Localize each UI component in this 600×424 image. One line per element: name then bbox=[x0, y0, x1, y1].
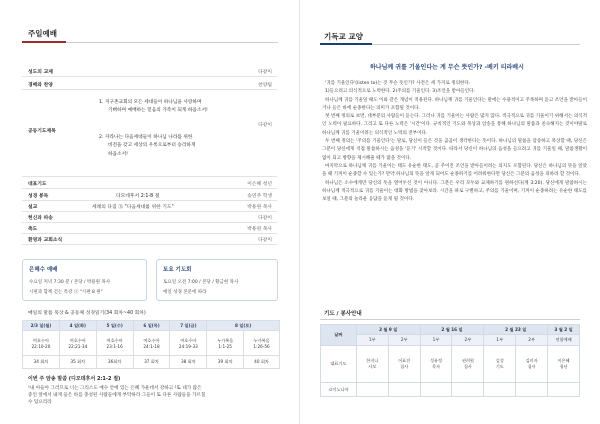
education-title-rule bbox=[372, 44, 580, 45]
essay-title: 하나님께 귀를 기울인다는 게 무슨 뜻인가? -베키 티라베시 bbox=[370, 64, 524, 71]
essay-body: '귀를 기울인다'(listen to)는 것 무슨 뜻인가? 사전은 세 가지로 정의한다. 1)들으려고 의식적으로 노력한다. 2)주의를 기울인다. 3)조언을 받아들인다. 하나님께 귀를 기울일 때도 이와 같은 개념이 적용된다. 하나님께 귀를 기울인다는 말에는 수용적이고 주목하며 듣고 조언을 받아들이거나 들은 바에 순종한다는 의미가 포함될 것이다. 첫 번째 정의로 보면, 대부분의 사람들이 듣는다. 그러나 귀를 기울이는 사람은 많지 않다. 적극적으로 귀를 기울이기 위해서는 의식적인 노력이 필요하다. 그리고 또 다른 노력은 '시간'이다. 규칙적인 기도와 묵상과 암송을 통해 하나님의 말씀과 친숙해지는 것이야말로 하나님께 귀를 기울이려는 의식적인 노력의 전부이다. 두 번째 정의는 '주의를 기울인다'는 말로, 당신이 들은 것을 곰곰이 생각한다는 뜻이다. 하나님의 말씀을 암송하고 묵상할 때, 당신은 그분이 당신에게 직접 말씀하시는 음성을 '듣기' 시작할 것이다. 따라서 당신이 하나님의 음성을 들으려고 귀를 기울일 때, 말씀생활이 없이 되고 방향을 제시해줄 때가 많을 것이다. 마지막으로 하나님께 귀를 기울이는 태도 유순한 태도, 곧 주어진 조언을 받아들이려는 의지도 포함된다. 당신은 하나님의 뜻을 알았을 때 기꺼이 순종할 수 있는가? 만약 하나님의 뜻을 알게 되어도 순종하기를 어려워한다면 당신은 그분의 음성을 피하려 할 것이다. 하나님은 소수에게만 당신의 뜻을 열어두신 것이 아니다. 그분은 우리 모두와 교제하기를 원하신다(계 3:20). 당신에게 말씀하시는 하나님께 적극적으로 귀를 기울이는 대화 방법을 찾아보라. 시간을 따로 구별하고, 주의를 기울이며, 기꺼이 순종하려는 유순한 태도를 보일 때, 그분의 놀라운 응답을 듣게 될 것이다. bbox=[322, 81, 587, 203]
prayer-item-1: 1. 지구촌교회의 모든 세대들이 하나님을 사랑하며 기뻐하며 예배하는 믿음의 가족이 되게 하옵소서! bbox=[99, 100, 208, 114]
prayer-item-2: 2. 자라나는 다음세대들이 하나님 나라를 위한 비전을 갖고 세상의 우록으로부터 승리하게 하옵소서! bbox=[99, 135, 196, 157]
left-page: 주일예배 성도의 교제 다같이 경배와 찬양 찬양팀 공동기도제목 다같이 1. 지구촌교회의 모든 세대들이 하나님을 사랑하며 기뻐하며 예배하는 믿음의 가족이 되게 하옵소서! 2. 자라나는 다음세대들이 하나님 나라를 위한 비전을 갖고 세상의 우록으로부터 승리하게 하옵소서! 대표기도 이은혜 청년 성경 봉독 디모데후서 2:1-8 절 송연주 학생 설교 세례의 다짐 ⓑ "다음세대를 위한 기도" 박용원 목사 헌신과 파송 다같이 축도 박용원 목사 환영과 교회소식 다같이 은혜수 예배 수요일 저녁 7:30 분 / 본당 / 박용원 목사 시편과 함께 걷는 특강 ⓐ "시편 8 편" 토요 기도회 토요일 오전 7:00 / 본당 / 황금현 목사 매일 성경 본문에 따라 매일의 말씀 묵상 & 공동체 성경읽기(34 회차~40 회차) 2/3 일(월) 4 일(화) 5 일(수) 6 일(목) 7 일(금) 8 일(토) 여호수아 22:10-20 여호수아 22:21-34 여호수아 23:1-16 여호수아 24:1-18 여호수아 24:19-33 누가복음 1:1-25 누가복음 1:26-56 34 회차 35 회차 36회차 37 회차 38 회차 39 회차 40 회차 이번 주 암송 말씀 (디모데후서 2:1-2 절) ¹내 아들아 그러므로 너는 그리스도 예수 안에 있는 은혜 가운데서 강하고 ²또 네가 많은 증인 앞에서 내게 들은 바를 충성된 사람들에게 부탁하라 그들이 또 다른 사람들을 가르칠 수 있으리라 bbox=[0, 0, 300, 424]
education-title: 기독교 교양 bbox=[324, 32, 363, 41]
duty-table: 날짜 2 월 9 일 2 월 16 일 2 월 23 일 3 월 2 일 1부 2부 1부 2부 1부 2부 연합예배 대표기도 한지나 사모 이표진 집사 성유정 목자 권희원 집사 김성 기도 김미자 집사 이은혜 청년 코이노니아 bbox=[320, 324, 580, 397]
duty-title: 기도 / 봉사안내 bbox=[324, 311, 362, 317]
right-page bbox=[300, 0, 600, 424]
wednesday-worship-box: 은혜수 예배 수요일 저녁 7:30 분 / 본당 / 박용원 목사 시편과 함께 걷는 특강 ⓐ "시편 8 편" bbox=[22, 259, 147, 301]
worship-title-bar bbox=[22, 41, 66, 43]
verse-title: 이번 주 암송 말씀 (디모데후서 2:1-2 절) bbox=[28, 376, 121, 382]
saturday-prayer-box: 토요 기도회 토요일 오전 7:00 / 본당 / 황금현 목사 매일 성경 본문에 따라 bbox=[156, 259, 278, 301]
verse-text: ¹내 아들아 그러므로 너는 그리스도 예수 안에 있는 은혜 가운데서 강하고 ²또 네가 많은 증인 앞에서 내게 들은 바를 충성된 사람들에게 부탁하라 그들이 또 다른 사람들을 가르칠 수 있으리라 bbox=[28, 386, 206, 406]
worship-title-rule bbox=[66, 42, 278, 43]
education-title-bar bbox=[320, 43, 372, 45]
reading-title: 매일의 말씀 묵상 & 공동체 성경읽기(34 회차~40 회차) bbox=[28, 311, 146, 316]
reading-table: 2/3 일(월) 4 일(화) 5 일(수) 6 일(목) 7 일(금) 8 일(토) 여호수아 22:10-20 여호수아 22:21-34 여호수아 23:1-16 여호수아 24:1-18 여호수아 24:19-33 누가복음 1:1-25 누가복음 1:26-56 34 회차 35 회차 36회차 37 회차 38 회차 39 회차 40 회차 bbox=[22, 320, 280, 369]
worship-title: 주일예배 bbox=[28, 29, 57, 38]
